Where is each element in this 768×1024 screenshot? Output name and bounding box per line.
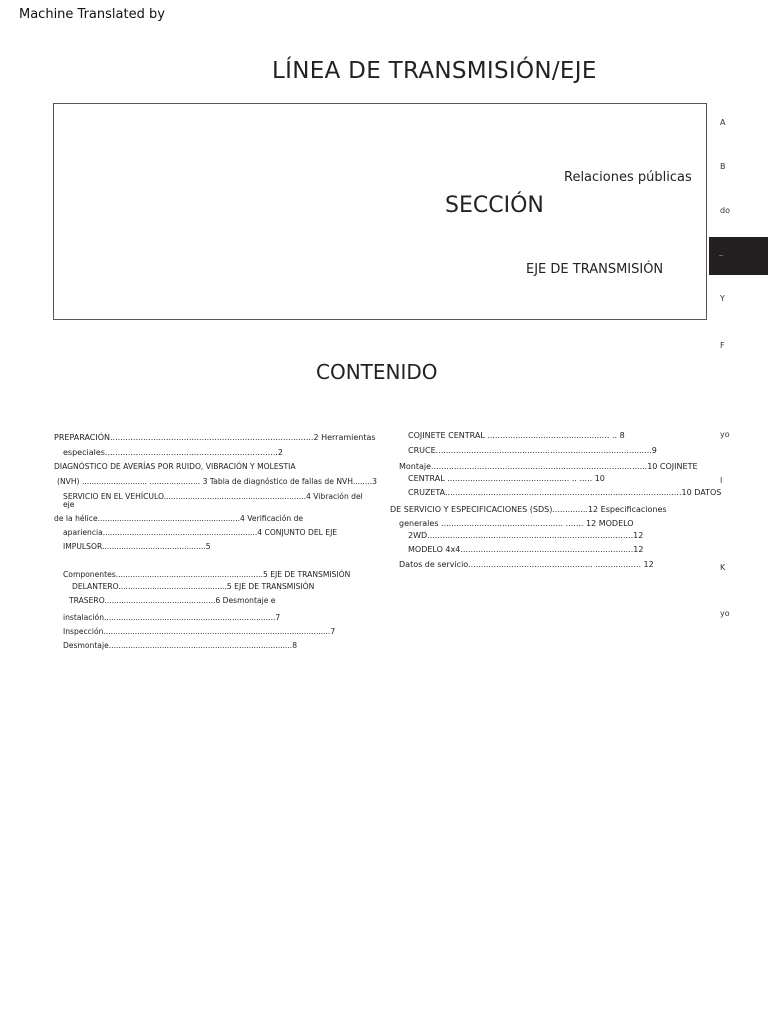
- toc-entry[interactable]: Datos de servicio................................................. .................. 12: [399, 560, 654, 569]
- toc-entry[interactable]: Componentes.............................................................5 EJE DE TRANSMISIÓN: [63, 570, 351, 579]
- contents-heading: CONTENIDO: [316, 360, 438, 384]
- section-label: SECCIÓN: [445, 193, 544, 218]
- side-tab-b[interactable]: B: [720, 162, 726, 171]
- side-tab-a[interactable]: A: [720, 118, 726, 127]
- toc-entry[interactable]: CENTRAL ................................................ .. ..... 10: [408, 474, 605, 483]
- toc-entry[interactable]: DELANTERO.............................................5 EJE DE TRANSMISIÓN: [72, 582, 315, 591]
- toc-entry[interactable]: MODELO 4x4....................................................................12: [408, 545, 644, 554]
- side-tab-i[interactable]: I: [720, 476, 723, 485]
- toc-entry[interactable]: Montaje.....................................................................................10 COJINETE: [399, 462, 698, 471]
- toc-entry[interactable]: Inspección..............................................................................................7: [63, 627, 336, 636]
- page-title: LÍNEA DE TRANSMISIÓN/EJE: [272, 58, 597, 84]
- toc-entry[interactable]: CRUCE.....................................................................................9: [408, 446, 657, 455]
- section-subtitle: Relaciones públicas: [564, 170, 692, 185]
- toc-entry[interactable]: DIAGNÓSTICO DE AVERÍAS POR RUIDO, VIBRACIÓN Y MOLESTIA: [54, 462, 296, 471]
- toc-entry[interactable]: COJINETE CENTRAL ................................................ .. 8: [408, 431, 625, 440]
- toc-entry[interactable]: IMPULSOR...........................................5: [63, 542, 211, 551]
- toc-entry[interactable]: Desmontaje............................................................................8: [63, 641, 298, 650]
- side-tab-h[interactable]: yo: [720, 430, 730, 439]
- side-tab-k[interactable]: K: [720, 563, 726, 572]
- toc-entry[interactable]: generales ................................................ ....... 12 MODELO: [399, 519, 634, 528]
- toc-entry[interactable]: apariencia................................................................4 CONJUNTO DEL EJE: [63, 528, 338, 537]
- side-tab-l[interactable]: yo: [720, 609, 730, 618]
- toc-entry[interactable]: instalación.......................................................................7: [63, 613, 281, 622]
- toc-entry[interactable]: eje: [63, 500, 75, 509]
- side-tab-c[interactable]: do: [720, 206, 730, 215]
- toc-entry[interactable]: CRUZETA.............................................................................................10 DATOS: [408, 488, 722, 497]
- side-tab-active-label: —: [719, 253, 723, 258]
- side-tab-active[interactable]: [709, 237, 768, 275]
- toc-entry[interactable]: de la hélice...........................................................4 Verificación de: [54, 514, 304, 523]
- toc-entry[interactable]: (NVH) ........................... ..................... 3 Tabla de diagnóstico de fallas de NVH........3: [57, 477, 377, 486]
- section-name: EJE DE TRANSMISIÓN: [526, 262, 664, 277]
- toc-entry[interactable]: DE SERVICIO Y ESPECIFICACIONES (SDS)..............12 Especificaciones: [390, 505, 667, 514]
- toc-entry[interactable]: 2WD.................................................................................12: [408, 531, 644, 540]
- toc-entry[interactable]: TRASERO..............................................6 Desmontaje e: [69, 596, 276, 605]
- machine-translated-label: Machine Translated by: [19, 7, 165, 22]
- toc-entry[interactable]: PREPARACIÓN................................................................................2 Herramientas: [54, 433, 376, 442]
- side-tab-f[interactable]: F: [720, 341, 725, 350]
- toc-entry[interactable]: especiales....................................................................2: [63, 448, 283, 457]
- toc-entry[interactable]: SERVICIO EN EL VEHÍCULO...........................................................4 Vibración del: [63, 492, 363, 501]
- side-tab-e[interactable]: Y: [720, 294, 725, 303]
- section-box: [53, 103, 707, 320]
